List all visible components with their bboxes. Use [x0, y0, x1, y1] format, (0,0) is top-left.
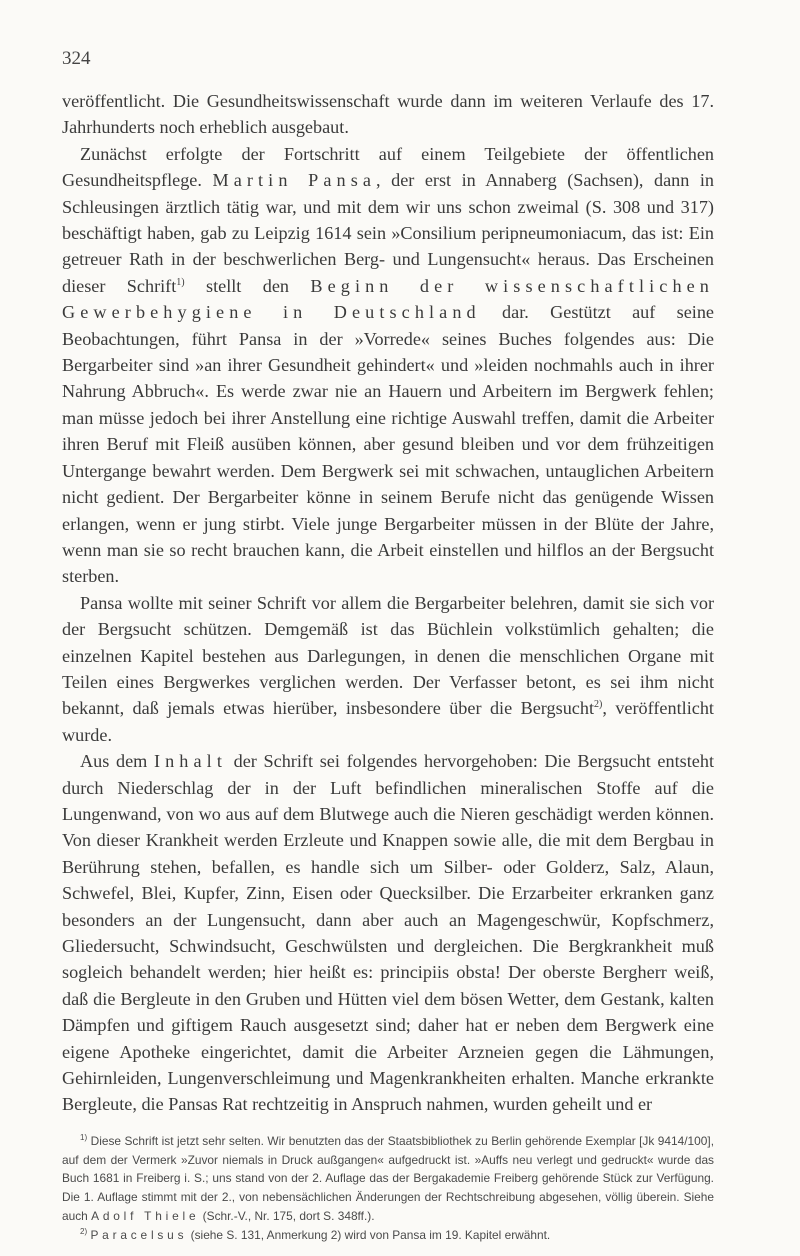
page-number: 324	[62, 48, 91, 69]
emphasized-text: Beginn der wissenschaftlichen Gewerbehygiene in Deutschland	[62, 275, 715, 323]
footnote-marker: 2)	[594, 699, 603, 711]
footnote-marker: 2)	[80, 1226, 88, 1236]
footnotes	[62, 1132, 714, 1245]
main-text	[62, 88, 714, 1118]
text-run: , der erst in Annaberg (Sachsen), dann in Schleusingen ärztlich tätig war, und mit dem wir uns schon zweimal (S. 308 und 317) beschäftigt haben, gab zu Leipzig 1614 sein »Consilium peripneumoniacum, das ist: Ein getreuer Rath in der beschwerlichen Berg- und Lungensucht« heraus. Das Erscheinen dieser Schrift	[62, 170, 714, 296]
footnote-marker: 1)	[176, 276, 185, 288]
emphasized-text: Inhalt	[153, 751, 227, 772]
text-run: veröffentlicht. Die Gesundheitswissenschaft wurde dann im weiteren Verlaufe des 17. Jahrhunderts noch erheblich ausgebaut.	[62, 91, 714, 138]
emphasized-text: Martin Pansa	[212, 170, 377, 191]
text-run: Zunächst erfolgte der Fortschritt auf einem Teilgebiete der öffentlichen Gesundheitspflege.	[62, 143, 714, 191]
paragraph	[62, 141, 714, 590]
text-run: Diese Schrift ist jetzt sehr selten. Wir benutzten das der Staatsbibliothek zu Berlin gehörende Exemplar [Jk 9414/100], auf dem der Vermerk »Zuvor niemals in Druck außgangen« aufgedruckt ist. »Auffs neu verlegt und gedruckt« wurde das Buch 1681 in Freiberg i. S.; uns stand von der 2. Auflage das der Bergakademie Freiberg gehörende Stück zur Verfügung. Die 1. Auflage stimmt mit der 2., von nebensächlichen Änderungen der Rechtschreibung abgesehen, völlig überein. Siehe auch	[62, 1133, 714, 1224]
footnote	[62, 1226, 714, 1245]
footnote	[62, 1132, 714, 1226]
paragraph	[62, 590, 714, 748]
paragraph	[62, 748, 714, 1118]
text-run: (siehe S. 131, Anmerkung 2) wird von Pansa im 19. Kapitel erwähnt.	[187, 1227, 551, 1242]
text-run: der Schrift sei folgendes hervorgehoben: Die Bergsucht entsteht durch Niederschlag der in der Luft befindlichen mineralischen Stoffe auf die Lungenwand, von wo aus auf dem Blutwege auch die Nieren geschädigt werden können. Von dieser Krankheit werden Erzleute und Knappen sowie alle, die mit dem Bergbau in Berührung stehen, befallen, es handle sich um Silber- oder Golderz, Salz, Alaun, Schwefel, Blei, Kupfer, Zinn, Eisen oder Quecksilber. Die Erzarbeiter erkranken ganz besonders an der Lungensucht, dann aber auch an Magengeschwür, Kopfschmerz, Gliedersucht, Schwindsucht, Geschwülsten und dergleichen. Die Bergkrankheit muß sogleich behandelt werden; hier heißt es: principiis obsta! Der oberste Bergherr weiß, daß die Bergleute in den Gruben und Hütten viel dem bösen Wetter, dem Gestank, kalten Dämpfen und giftigem Rauch ausgesetzt sind; daher hat er neben dem Bergwerk eine eigene Apotheke eingerichtet, damit die Arbeiter Arzneien gegen die Lähmungen, Gehirnleiden, Lungenverschleimung und Magenkrankheiten erhalten. Manche erkrankte Bergleute, die Pansas Rat rechtzeitig in Anspruch nahmen, wurden geheilt und er	[62, 751, 715, 1115]
text-run: Aus dem	[80, 751, 154, 772]
text-run: , veröffentlicht wurde.	[62, 698, 714, 745]
footnote-marker: 1)	[80, 1132, 88, 1142]
text-run: (Schr.-V., Nr. 175, dort S. 348ff.).	[199, 1209, 375, 1224]
paragraph	[62, 88, 714, 141]
text-run: dar. Gestützt auf seine Beobachtungen, führt Pansa in der »Vorrede« seines Buches folgendes aus: Die Bergarbeiter sind »an ihrer Gesundheit gehindert« und »leiden nochmahls auch in ihrer Nahrung Abbruch«. Es werde zwar nie an Hauern und Arbeitern im Bergwerk fehlen; man müsse jedoch bei ihrer Anstellung eine richtige Auswahl treffen, damit die Arbeiter ihren Beruf mit Fleiß ausüben können, aber gesund bleiben und vor dem frühzeitigen Untergange bewahrt werden. Dem Bergwerk sei mit schwachen, untauglichen Arbeitern nicht gedient. Der Bergarbeiter könne in seinem Berufe nicht das genügende Wissen erlangen, wenn er jung stirbt. Viele junge Bergarbeiter müssen in der Blüte der Jahre, wenn man sie so recht brauchen kann, die Arbeit einstellen und hilflos an der Bergsucht sterben.	[62, 302, 714, 587]
text-run: Pansa wollte mit seiner Schrift vor allem die Bergarbeiter belehren, damit sie sich vor der Bergsucht schützen. Demgemäß ist das Büchlein volkstümlich gehalten; die einzelnen Kapitel bestehen aus Darlegungen, in denen die menschlichen Organe mit Teilen eines Bergwerkes verglichen werden. Der Verfasser betont, es sei ihm nicht bekannt, daß jemals etwas hierüber, insbesondere über die Bergsucht	[62, 592, 714, 719]
emphasized-text: Adolf Thiele	[91, 1209, 200, 1224]
emphasized-text: Paracelsus	[90, 1227, 188, 1242]
text-run: stellt den	[184, 275, 311, 296]
